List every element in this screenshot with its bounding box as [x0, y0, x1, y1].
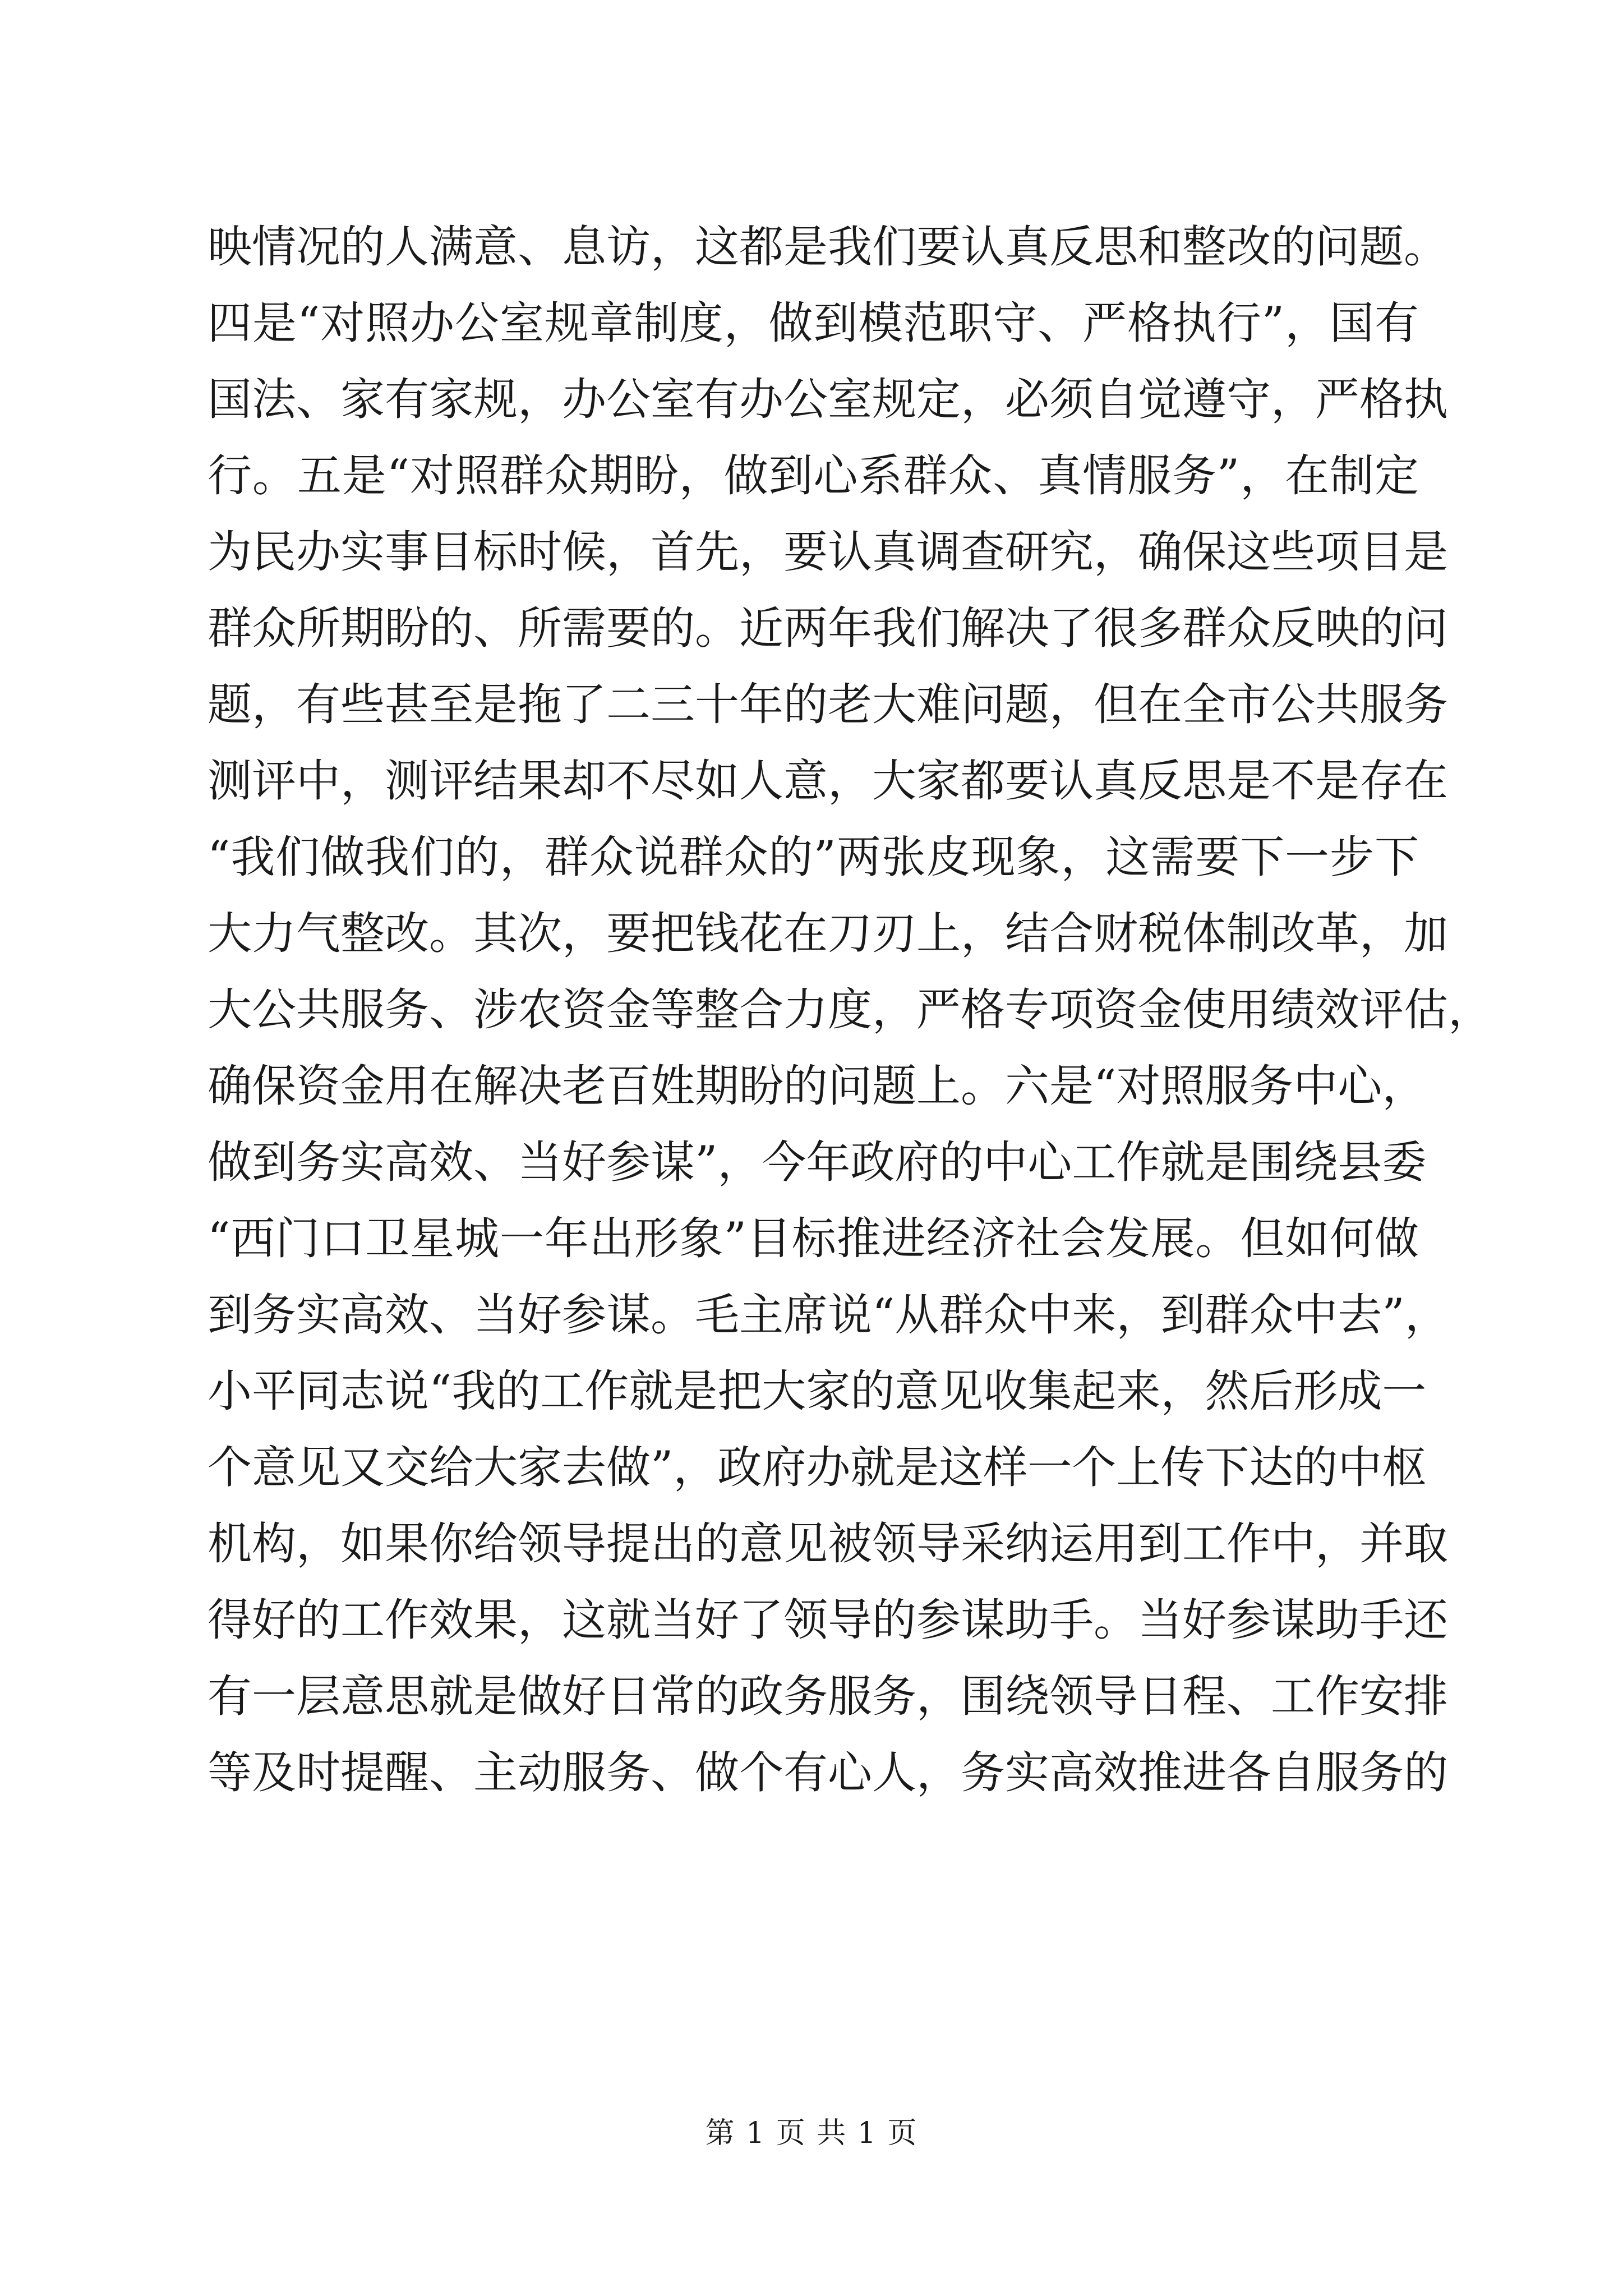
- text-line: 映情况的人满意、息访，这都是我们要认真反思和整改的问题。: [208, 221, 1448, 273]
- text-line: 大力气整改。其次，要把钱花在刀刃上，结合财税体制改革，加: [208, 908, 1448, 959]
- text-line: 有一层意思就是做好日常的政务服务，围绕领导日程、工作安排: [208, 1671, 1448, 1722]
- text-line: 机构，如果你给领导提出的意见被领导采纳运用到工作中，并取: [208, 1518, 1448, 1570]
- text-line: 等及时提醒、主动服务、做个有心人，务实高效推进各自服务的: [208, 1747, 1448, 1798]
- page-number-footer: 第 1 页 共 1 页: [705, 2116, 918, 2150]
- text-line: 四是“对照办公室规章制度，做到模范职守、严格执行”，国有: [208, 297, 1419, 349]
- text-line: 国法、家有家规，办公室有办公室规定，必须自觉遵守，严格执: [208, 374, 1448, 425]
- body-text: [208, 209, 1492, 1811]
- text-line: 为民办实事目标时候，首先，要认真调查研究，确保这些项目是: [208, 526, 1448, 578]
- text-line: 群众所期盼的、所需要的。近两年我们解决了很多群众反映的问: [208, 602, 1448, 654]
- text-line: 行。五是“对照群众期盼，做到心系群众、真情服务”，在制定: [208, 450, 1419, 501]
- text-line: 大公共服务、涉农资金等整合力度，严格专项资金使用绩效评估，: [208, 984, 1492, 1036]
- text-line: 个意见又交给大家去做”，政府办就是这样一个上传下达的中枢: [208, 1442, 1427, 1493]
- text-line: 测评中，测评结果却不尽如人意，大家都要认真反思是不是存在: [208, 755, 1448, 807]
- text-line: 做到务实高效、当好参谋”，今年政府的中心工作就是围绕县委: [208, 1137, 1427, 1188]
- text-line: 题，有些甚至是拖了二三十年的老大难问题，但在全市公共服务: [208, 679, 1448, 730]
- text-line: “我们做我们的，群众说群众的”两张皮现象，这需要下一步下: [208, 831, 1419, 883]
- text-line: 得好的工作效果，这就当好了领导的参谋助手。当好参谋助手还: [208, 1594, 1448, 1646]
- text-line: 确保资金用在解决老百姓期盼的问题上。六是“对照服务中心，: [208, 1060, 1427, 1112]
- text-line: 到务实高效、当好参谋。毛主席说“从群众中来，到群众中去”，: [208, 1289, 1449, 1341]
- text-line: “西门口卫星城一年出形象”目标推进经济社会发展。但如何做: [208, 1213, 1419, 1264]
- text-line: 小平同志说“我的工作就是把大家的意见收集起来，然后形成一: [208, 1365, 1427, 1417]
